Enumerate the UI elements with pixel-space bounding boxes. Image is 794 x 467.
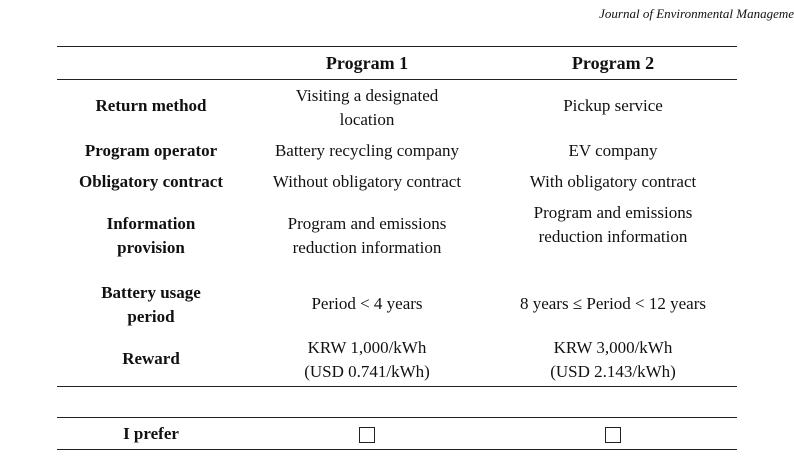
cell-information-provision-program-2: Program and emissions reduction information bbox=[533, 203, 693, 246]
row-label-return-method: Return method bbox=[95, 96, 207, 115]
journal-name: Journal of Environmental Manageme bbox=[599, 6, 794, 21]
table-bottom-rule bbox=[57, 386, 737, 387]
row-label-reward: Reward bbox=[122, 349, 180, 368]
cell-battery-usage-period-program-2: 8 years ≤ Period < 12 years bbox=[519, 294, 707, 313]
preference-top-rule bbox=[57, 417, 737, 418]
prefer-program-1-checkbox[interactable] bbox=[359, 427, 375, 443]
preference-program-1-cell bbox=[245, 422, 489, 446]
row-label-obligatory-contract: Obligatory contract bbox=[79, 172, 223, 191]
cell-information-provision-program-1: Program and emissions reduction information bbox=[287, 214, 447, 257]
row-label-battery-usage-period: Battery usage period bbox=[101, 283, 201, 326]
cell-obligatory-contract-program-2: With obligatory contract bbox=[529, 172, 697, 191]
row-label-information-provision: Information provision bbox=[106, 214, 196, 257]
column-header-program-1: Program 1 bbox=[325, 53, 409, 73]
cell-program-operator-program-1: Battery recycling company bbox=[274, 141, 460, 160]
table-top-rule bbox=[57, 46, 737, 47]
preference-label: I prefer bbox=[123, 424, 179, 443]
cell-battery-usage-period-program-1: Period < 4 years bbox=[311, 294, 423, 313]
preference-bottom-rule bbox=[57, 449, 737, 450]
column-header-program-2: Program 2 bbox=[571, 53, 655, 73]
header-rule bbox=[57, 79, 737, 80]
cell-text: Visiting a designated location bbox=[295, 86, 439, 129]
row-label-program-operator: Program operator bbox=[84, 141, 218, 160]
cell-return-method-program-2: Pickup service bbox=[563, 96, 663, 115]
prefer-program-2-checkbox[interactable] bbox=[605, 427, 621, 443]
cell-reward-program-2: KRW 3,000/kWh (USD 2.143/kWh) bbox=[550, 338, 676, 381]
cell-return-method-program-1 bbox=[245, 84, 489, 132]
cell-reward-program-1: KRW 1,000/kWh (USD 0.741/kWh) bbox=[304, 338, 430, 381]
preference-program-2-cell bbox=[489, 422, 737, 446]
cell-obligatory-contract-program-1: Without obligatory contract bbox=[272, 172, 462, 191]
cell-program-operator-program-2: EV company bbox=[568, 141, 658, 160]
